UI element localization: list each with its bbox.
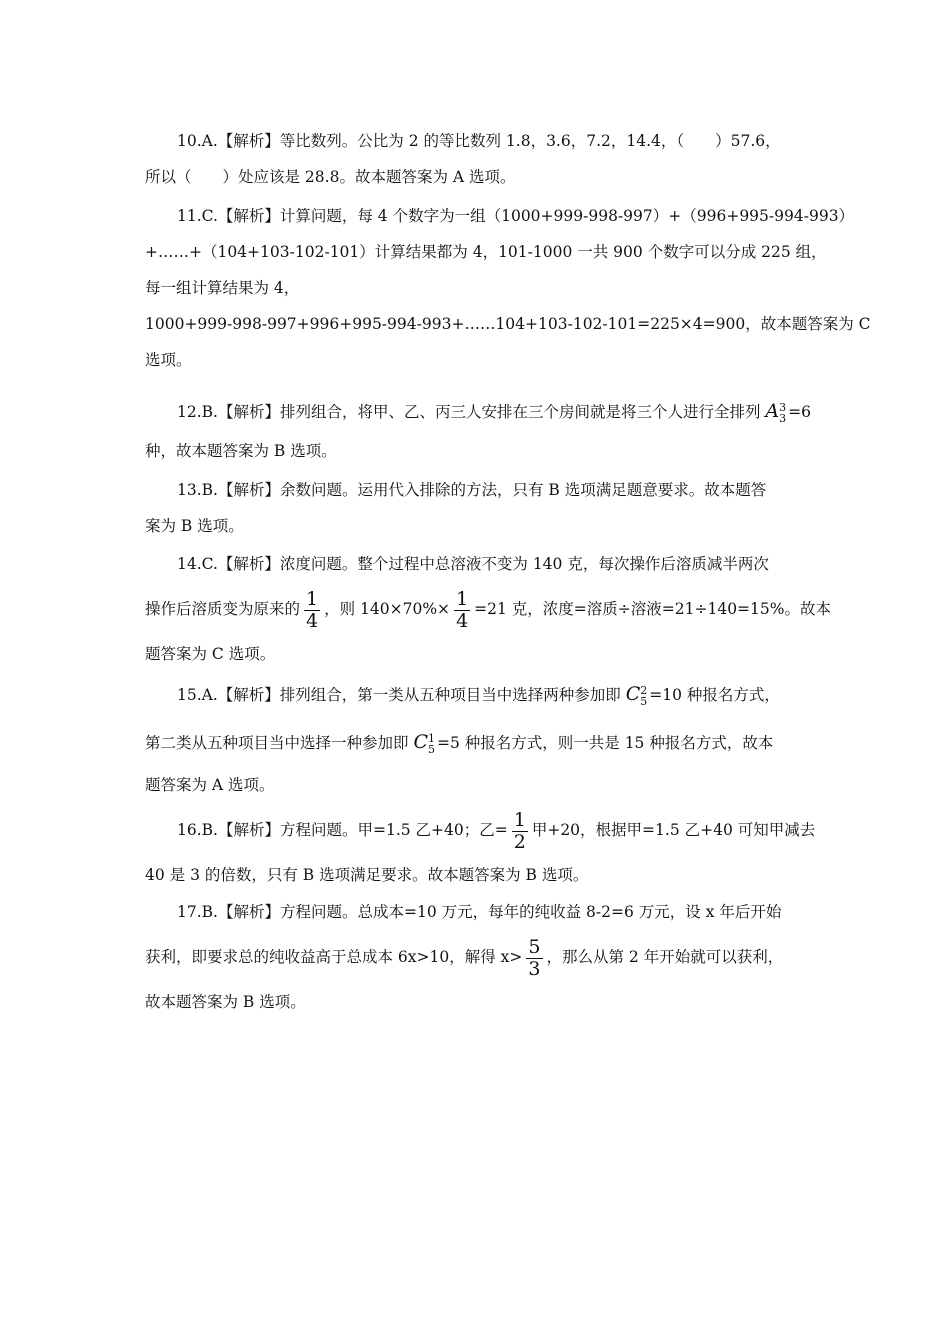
combination-indices-2: [428, 733, 435, 755]
answer-17-line-1: 17.B.【解析】方程问题。总成本=10 万元，每年的纯收益 8-2=6 万元，设 x 年后开始: [177, 903, 782, 921]
answer-17: [145, 894, 810, 1020]
answer-16: [145, 803, 816, 893]
answer-14-text-b: ，则 140×70%×: [324, 600, 451, 618]
answer-11-line-5: 选项。: [145, 351, 192, 369]
answer-12-line-2: 种，故本题答案为 B 选项。: [145, 442, 337, 460]
answer-16-text-a: 16.B.【解析】方程问题。甲=1.5 乙+40；乙=: [177, 821, 508, 839]
answer-13-line-2: 案为 B 选项。: [145, 517, 244, 535]
permutation-sup: 3: [779, 401, 787, 414]
permutation-sub: 3: [779, 412, 787, 425]
answer-11: [145, 198, 871, 378]
combination-sup: 1: [427, 732, 435, 745]
answer-12: [145, 389, 810, 469]
fraction-numerator: 1: [456, 587, 469, 610]
fraction-numerator: 1: [306, 587, 319, 610]
answer-11-line-2: +……+（104+103-102-101）计算结果都为 4，101-1000 一共 900 个数字可以分成 225 组，: [145, 243, 827, 261]
answer-15-line-2: [145, 717, 810, 767]
answer-17-text-a: 获利，即要求总的纯收益高于总成本 6x>10，解得 x>: [145, 948, 523, 966]
answer-14-line-2: [145, 582, 831, 636]
fraction-one-quarter-2: [454, 589, 470, 632]
answer-10-line-1: 10.A.【解析】等比数列。公比为 2 的等比数列 1.8，3.6，7.2，14.4，（ ）57.6，: [177, 132, 781, 150]
answer-15-line-3: 题答案为 A 选项。: [145, 776, 275, 794]
answer-11-line-3: 每一组计算结果为 4，: [145, 279, 300, 297]
fraction-one-quarter: [304, 589, 320, 632]
permutation-symbol: A: [765, 400, 780, 422]
answer-15-text-b: =10 种报名方式，: [649, 686, 780, 704]
combination-symbol-2: C: [413, 731, 428, 753]
answer-15-text-a: 15.A.【解析】排列组合，第一类从五种项目当中选择两种参加即: [177, 686, 626, 704]
answer-14-line-3: 题答案为 C 选项。: [145, 645, 276, 663]
answer-13: [145, 472, 810, 544]
combination-symbol: C: [625, 683, 641, 705]
fraction-denominator: 2: [513, 830, 526, 853]
answer-15: [145, 671, 810, 803]
answer-14: [145, 546, 831, 672]
fraction-numerator: 5: [528, 935, 541, 958]
answer-10: [145, 123, 810, 195]
answer-17-line-2: [145, 930, 810, 984]
answer-14-text-a: 操作后溶质变为原来的: [145, 600, 301, 618]
answer-13-line-1: 13.B.【解析】余数问题。运用代入排除的方法，只有 B 选项满足题意要求。故本题答: [177, 481, 767, 499]
answer-15-text-c: 第二类从五种项目当中选择一种参加即: [145, 734, 414, 752]
answer-15-text-d: =5 种报名方式，则一共是 15 种报名方式，故本: [436, 734, 774, 752]
answer-17-text-b: ，那么从第 2 年开始就可以获利，: [546, 948, 784, 966]
answer-14-text-c: =21 克，浓度=溶质÷溶液=21÷140=15%。故本: [474, 600, 831, 618]
fraction-one-half: [512, 810, 528, 853]
answer-11-line-1: 11.C.【解析】计算问题，每 4 个数字为一组（1000+999-998-997）+（996+995-994-993）: [177, 207, 855, 225]
answer-17-line-3: 故本题答案为 B 选项。: [145, 993, 306, 1011]
combination-sup: 2: [640, 684, 648, 697]
fraction-denominator: 3: [528, 957, 541, 980]
answer-11-line-4: 1000+999-998-997+996+995-994-993+……104+103-102-101=225×4=900，故本题答案为 C: [145, 315, 871, 333]
fraction-denominator: 4: [456, 609, 469, 632]
fraction-denominator: 4: [306, 609, 319, 632]
answer-12-line-1: [145, 389, 810, 433]
combination-indices: [640, 685, 647, 707]
answer-16-line-2: 40 是 3 的倍数，只有 B 选项满足要求。故本题答案为 B 选项。: [145, 866, 589, 884]
answer-12-text: 12.B.【解析】排列组合，将甲、乙、丙三人安排在三个房间就是将三个人进行全排列: [177, 403, 766, 421]
fraction-five-thirds: [526, 937, 542, 980]
answer-15-line-1: [145, 671, 810, 717]
answer-12-result: =6: [788, 403, 811, 421]
answer-16-line-1: [145, 803, 816, 857]
fraction-numerator: 1: [513, 808, 526, 831]
answer-10-line-2: 所以（ ）处应该是 28.8。故本题答案为 A 选项。: [145, 168, 516, 186]
answer-16-text-b: 甲+20，根据甲=1.5 乙+40 可知甲减去: [531, 821, 816, 839]
answer-14-line-1: 14.C.【解析】浓度问题。整个过程中总溶液不变为 140 克，每次操作后溶质减半两次: [177, 555, 769, 573]
combination-sub: 5: [640, 695, 648, 708]
combination-sub: 5: [427, 743, 435, 756]
permutation-indices: [779, 402, 786, 424]
